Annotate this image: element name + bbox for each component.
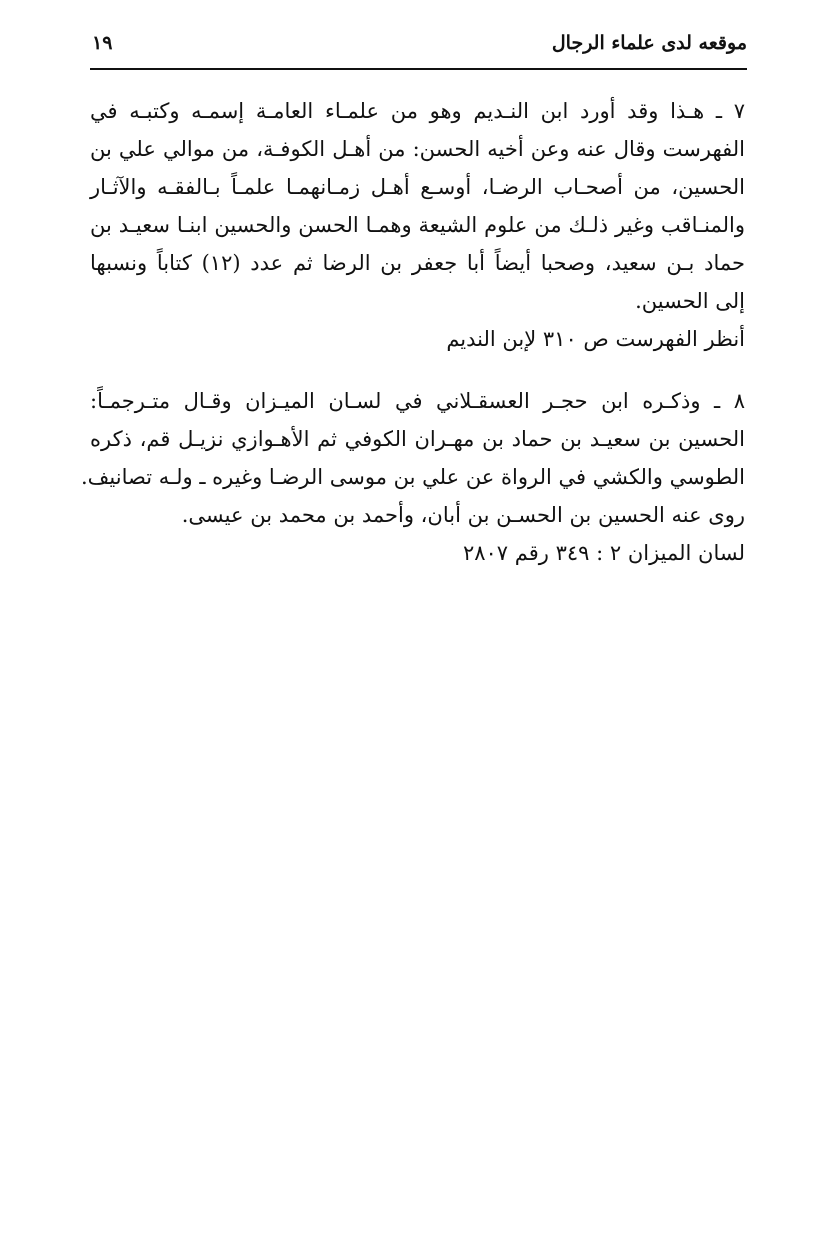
- paragraph-line: الحسين، من أصحـاب الرضـا، أوسـع أهـل زمـانهمـا علمـاً بـالفقـه والآثـار: [90, 175, 745, 199]
- paragraph-line: والمنـاقب وغير ذلـك من علوم الشيعة وهمـا الحسن والحسين ابنـا سعيـد بن: [90, 213, 745, 237]
- paragraph-line: الطوسي والكشي في الرواة عن علي بن موسى الرضـا وغيره ـ ولـه تصانيف.: [81, 465, 745, 489]
- page-body: [81, 92, 745, 572]
- page-number: ١٩: [92, 32, 113, 54]
- paragraph-line: إلى الحسين.: [635, 289, 745, 313]
- reference-fihrist: أنظر الفهرست ص ٣١٠ لإبن النديم: [446, 327, 745, 351]
- paragraph-gap: [90, 358, 745, 382]
- paragraph-line: حماد بـن سعيد، وصحبا أيضاً أبا جعفر بن الرضا ثم عدد (١٢) كتاباً ونسبها: [90, 251, 745, 275]
- paragraph-line: روى عنه الحسين بن الحسـن بن أبان، وأحمد بن محمد بن عيسى.: [181, 503, 745, 527]
- page-header: [90, 26, 747, 70]
- paragraph-line: ٨ ـ وذكـره ابن حجـر العسقـلاني في لسـان الميـزان وقـال متـرجمـاً:: [90, 389, 745, 413]
- paragraph-line: ٧ ـ هـذا وقد أورد ابن النـديم وهو من علمـاء العامـة إسمـه وكتبـه في: [90, 99, 745, 123]
- paragraph-8: [81, 382, 745, 534]
- paragraph-7: [90, 92, 745, 320]
- reference-lisan-al-mizan: لسان الميزان ٢ : ٣٤٩ رقم ٢٨٠٧: [462, 541, 745, 565]
- paragraph-line: الفهرست وقال عنه وعن أخيه الحسن: من أهـل الكوفـة، من موالي علي بن: [90, 137, 745, 161]
- paragraph-line: الحسين بن سعيـد بن حماد بن مهـران الكوفي ثم الأهـوازي نزيـل قم، ذكره: [90, 427, 745, 451]
- running-head: موقعه لدى علماء الرجال: [551, 32, 747, 54]
